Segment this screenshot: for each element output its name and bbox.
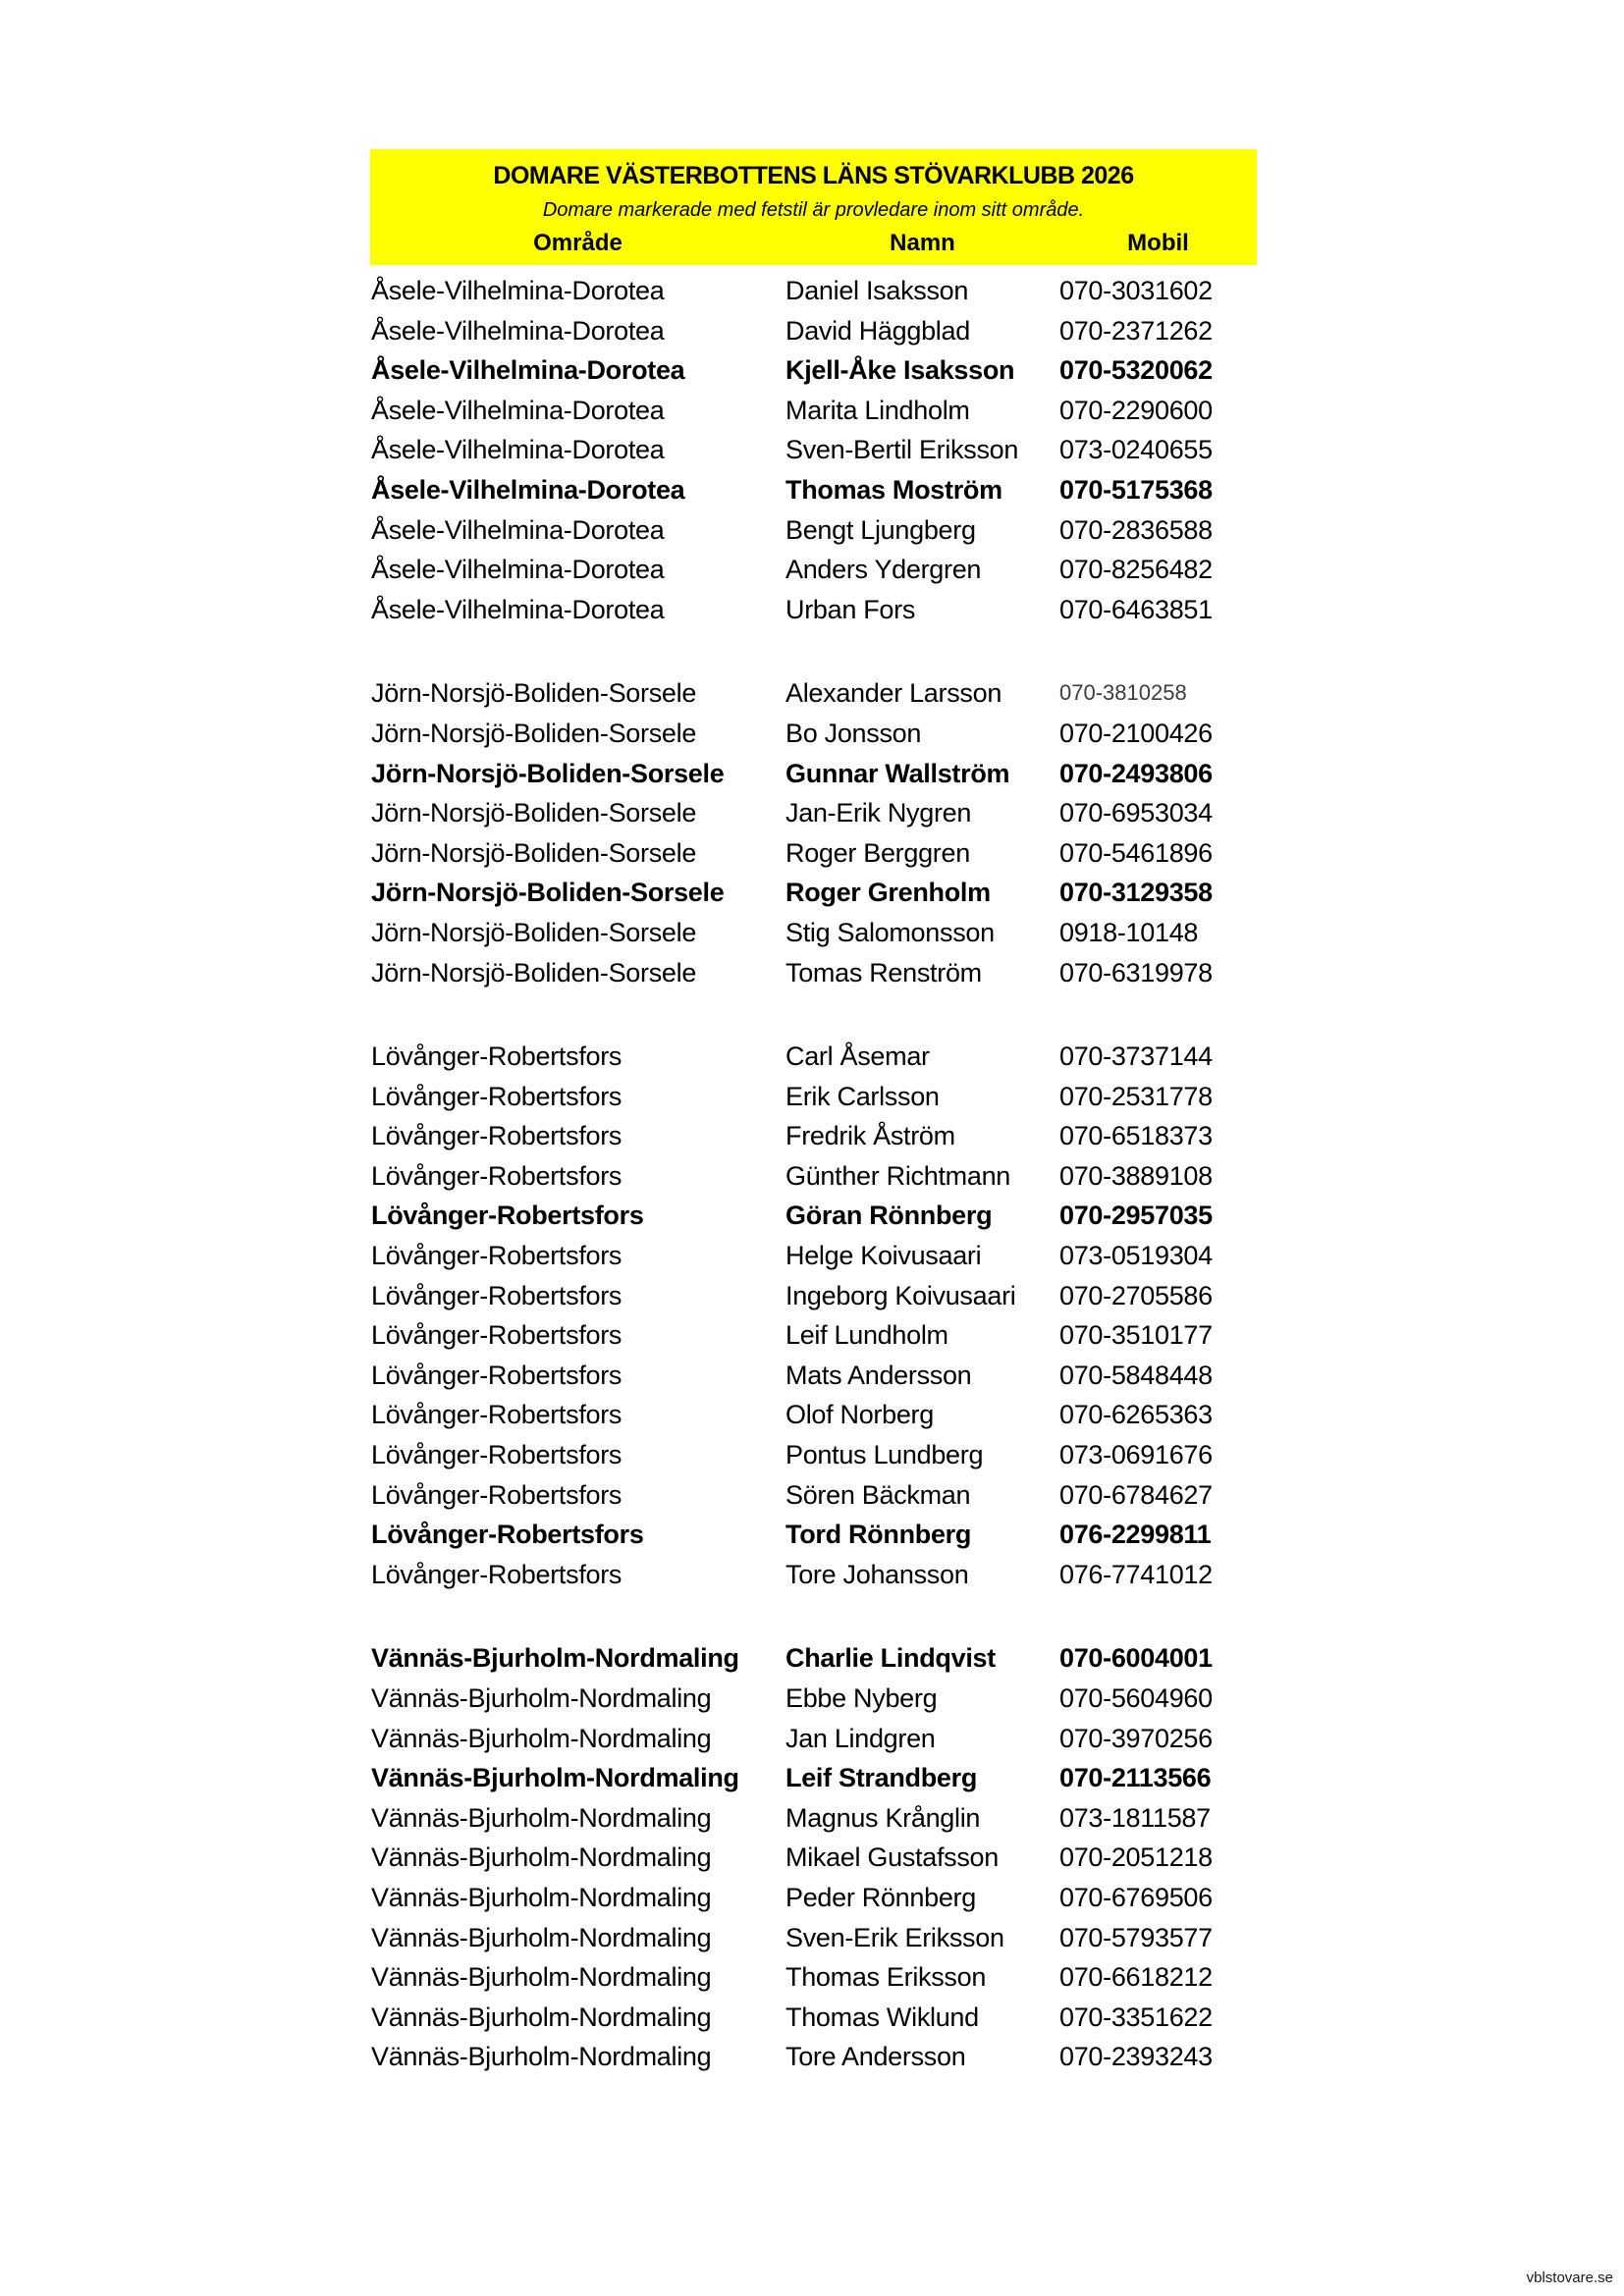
name-cell: Thomas Eriksson (785, 1962, 987, 1993)
area-cell: Lövånger-Robertsfors (371, 1160, 623, 1191)
area-cell: Åsele-Vilhelmina-Dorotea (371, 555, 665, 585)
name-cell: Thomas Wiklund (785, 2002, 979, 2032)
table-row (370, 1719, 1257, 1759)
name-cell: Alexander Larsson (785, 678, 1002, 709)
table-row (370, 590, 1257, 630)
phone-cell: 070-3889108 (1059, 1160, 1213, 1191)
phone-cell: 070-5320062 (1059, 355, 1213, 386)
table-row (370, 913, 1257, 953)
table-row (370, 1475, 1257, 1516)
table-row (370, 1679, 1257, 1719)
area-cell: Lövånger-Robertsfors (371, 1360, 623, 1390)
area-cell: Jörn-Norsjö-Boliden-Sorsele (371, 718, 697, 748)
column-header-mobil: Mobil (1127, 230, 1189, 256)
group-gap (370, 1594, 1257, 1638)
table-row (370, 1435, 1257, 1475)
name-cell: Günther Richtmann (785, 1160, 1011, 1191)
phone-cell: 070-3129358 (1059, 878, 1213, 908)
table-row (370, 1555, 1257, 1595)
table-row (370, 510, 1257, 551)
area-cell: Jörn-Norsjö-Boliden-Sorsele (371, 678, 697, 709)
phone-cell: 070-3737144 (1059, 1041, 1213, 1072)
table-row (370, 1638, 1257, 1679)
phone-cell: 070-5793577 (1059, 1922, 1213, 1952)
name-cell: Mikael Gustafsson (785, 1842, 999, 1873)
area-cell: Jörn-Norsjö-Boliden-Sorsele (371, 878, 725, 908)
table-row (370, 833, 1257, 874)
phone-cell: 076-7741012 (1059, 1559, 1213, 1589)
phone-cell: 070-6004001 (1059, 1643, 1213, 1674)
area-cell: Vännäs-Bjurholm-Nordmaling (371, 2002, 712, 2032)
phone-cell: 073-0519304 (1059, 1241, 1213, 1271)
table-header (370, 149, 1257, 265)
name-cell: Mats Andersson (785, 1360, 972, 1390)
table-row (370, 1156, 1257, 1197)
phone-cell: 073-0691676 (1059, 1440, 1213, 1470)
name-cell: Tomas Renström (785, 957, 982, 988)
phone-cell: 070-5175368 (1059, 474, 1213, 505)
area-cell: Lövånger-Robertsfors (371, 1400, 623, 1430)
area-cell: Åsele-Vilhelmina-Dorotea (371, 395, 665, 425)
area-cell: Åsele-Vilhelmina-Dorotea (371, 435, 665, 465)
name-cell: Tore Johansson (785, 1559, 969, 1589)
table-row (370, 754, 1257, 794)
phone-cell: 070-6518373 (1059, 1121, 1213, 1151)
page-subtitle: Domare markerade med fetstil är provledare inom sitt område. (542, 199, 1085, 221)
table-row (370, 1918, 1257, 1958)
phone-cell: 070-3510177 (1059, 1320, 1213, 1351)
name-cell: Jan Lindgren (785, 1723, 936, 1753)
area-cell: Vännäs-Bjurholm-Nordmaling (371, 1882, 712, 1912)
name-cell: Roger Grenholm (785, 878, 991, 908)
phone-cell: 070-6265363 (1059, 1400, 1213, 1430)
area-cell: Vännäs-Bjurholm-Nordmaling (371, 1802, 712, 1833)
name-cell: Leif Lundholm (785, 1320, 948, 1351)
phone-cell: 070-2371262 (1059, 315, 1213, 346)
phone-cell: 070-2705586 (1059, 1280, 1213, 1310)
area-cell: Lövånger-Robertsfors (371, 1121, 623, 1151)
table-row (370, 673, 1257, 714)
phone-cell: 070-2493806 (1059, 758, 1213, 788)
area-cell: Lövånger-Robertsfors (371, 1081, 623, 1111)
table-row (370, 550, 1257, 590)
phone-cell: 070-2836588 (1059, 514, 1213, 545)
name-cell: Ebbe Nyberg (785, 1683, 938, 1713)
area-cell: Jörn-Norsjö-Boliden-Sorsele (371, 837, 697, 868)
table-row (370, 1236, 1257, 1276)
area-cell: Vännäs-Bjurholm-Nordmaling (371, 1922, 712, 1952)
name-cell: Olof Norberg (785, 1400, 934, 1430)
name-cell: Peder Rönnberg (785, 1882, 976, 1912)
area-cell: Åsele-Vilhelmina-Dorotea (371, 474, 685, 505)
area-cell: Vännäs-Bjurholm-Nordmaling (371, 2042, 712, 2072)
name-cell: Göran Rönnberg (785, 1201, 993, 1231)
name-cell: Thomas Moström (785, 474, 1002, 505)
table-row (370, 1998, 1257, 2038)
phone-cell: 070-3970256 (1059, 1723, 1213, 1753)
table-row (370, 1878, 1257, 1918)
name-cell: Charlie Lindqvist (785, 1643, 996, 1674)
phone-cell: 070-6319978 (1059, 957, 1213, 988)
phone-cell: 070-2051218 (1059, 1842, 1213, 1873)
phone-cell: 070-6463851 (1059, 594, 1213, 624)
table-row (370, 1798, 1257, 1839)
area-cell: Lövånger-Robertsfors (371, 1201, 644, 1231)
name-cell: David Häggblad (785, 315, 970, 346)
table-row (370, 350, 1257, 391)
phone-cell: 070-3810258 (1059, 680, 1187, 706)
name-cell: Bo Jonsson (785, 718, 922, 748)
phone-cell: 070-6784627 (1059, 1479, 1213, 1510)
phone-cell: 070-5461896 (1059, 837, 1213, 868)
page-title: DOMARE VÄSTERBOTTENS LÄNS STÖVARKLUBB 2026 (493, 162, 1134, 189)
area-cell: Åsele-Vilhelmina-Dorotea (371, 355, 685, 386)
column-header-omrade: Område (533, 230, 623, 256)
name-cell: Jan-Erik Nygren (785, 798, 972, 828)
area-cell: Lövånger-Robertsfors (371, 1280, 623, 1310)
table-row (370, 793, 1257, 833)
name-cell: Erik Carlsson (785, 1081, 940, 1111)
table-row (370, 1395, 1257, 1435)
area-cell: Lövånger-Robertsfors (371, 1320, 623, 1351)
table-row (370, 311, 1257, 351)
table-row (370, 1957, 1257, 1998)
column-headers (370, 225, 1257, 262)
table-row (370, 1116, 1257, 1156)
table-row (370, 714, 1257, 754)
phone-cell: 076-2299811 (1059, 1520, 1212, 1550)
name-cell: Bengt Ljungberg (785, 514, 976, 545)
phone-cell: 070-6618212 (1059, 1962, 1213, 1993)
area-cell: Lövånger-Robertsfors (371, 1241, 623, 1271)
table-row (370, 1196, 1257, 1236)
phone-cell: 070-6953034 (1059, 798, 1213, 828)
area-cell: Jörn-Norsjö-Boliden-Sorsele (371, 798, 697, 828)
phone-cell: 073-0240655 (1059, 435, 1213, 465)
group-gap (370, 629, 1257, 673)
phone-cell: 070-2290600 (1059, 395, 1213, 425)
name-cell: Leif Strandberg (785, 1763, 978, 1793)
area-cell: Lövånger-Robertsfors (371, 1520, 644, 1550)
table-row (370, 873, 1257, 913)
phone-cell: 070-2100426 (1059, 718, 1213, 748)
name-cell: Tore Andersson (785, 2042, 966, 2072)
area-cell: Vännäs-Bjurholm-Nordmaling (371, 1643, 739, 1674)
name-cell: Sören Bäckman (785, 1479, 971, 1510)
area-cell: Vännäs-Bjurholm-Nordmaling (371, 1842, 712, 1873)
phone-cell: 070-2393243 (1059, 2042, 1213, 2072)
area-cell: Åsele-Vilhelmina-Dorotea (371, 276, 665, 305)
group-gap (370, 992, 1257, 1037)
area-cell: Vännäs-Bjurholm-Nordmaling (371, 1723, 712, 1753)
area-cell: Jörn-Norsjö-Boliden-Sorsele (371, 758, 725, 788)
table-row (370, 470, 1257, 510)
table-row (370, 1077, 1257, 1117)
name-cell: Daniel Isaksson (785, 276, 969, 305)
name-cell: Helge Koivusaari (785, 1241, 982, 1271)
area-cell: Jörn-Norsjö-Boliden-Sorsele (371, 917, 697, 947)
table-row (370, 1356, 1257, 1396)
table-row (370, 391, 1257, 431)
name-cell: Marita Lindholm (785, 395, 970, 425)
table-row (370, 1037, 1257, 1077)
phone-cell: 070-6769506 (1059, 1882, 1213, 1912)
area-cell: Vännäs-Bjurholm-Nordmaling (371, 1683, 712, 1713)
name-cell: Roger Berggren (785, 837, 970, 868)
name-cell: Urban Fors (785, 594, 916, 624)
table-row (370, 1315, 1257, 1356)
area-cell: Lövånger-Robertsfors (371, 1041, 623, 1072)
area-cell: Vännäs-Bjurholm-Nordmaling (371, 1962, 712, 1993)
watermark: vblstovare.se (1526, 2269, 1613, 2286)
name-cell: Kjell-Åke Isaksson (785, 355, 1015, 386)
table-row (370, 430, 1257, 470)
phone-cell: 070-2113566 (1059, 1763, 1212, 1793)
phone-cell: 0918-10148 (1059, 917, 1199, 947)
area-cell: Vännäs-Bjurholm-Nordmaling (371, 1763, 739, 1793)
area-cell: Åsele-Vilhelmina-Dorotea (371, 594, 665, 624)
phone-cell: 070-5604960 (1059, 1683, 1213, 1713)
area-cell: Lövånger-Robertsfors (371, 1479, 623, 1510)
area-cell: Åsele-Vilhelmina-Dorotea (371, 514, 665, 545)
phone-cell: 070-5848448 (1059, 1360, 1213, 1390)
name-cell: Fredrik Åström (785, 1121, 955, 1151)
name-cell: Anders Ydergren (785, 555, 982, 585)
table-row (370, 953, 1257, 993)
phone-cell: 070-8256482 (1059, 555, 1213, 585)
table-row (370, 1838, 1257, 1878)
table-row (370, 1276, 1257, 1316)
table-row (370, 1515, 1257, 1555)
name-cell: Sven-Erik Eriksson (785, 1922, 1004, 1952)
name-cell: Sven-Bertil Eriksson (785, 435, 1019, 465)
phone-cell: 070-2531778 (1059, 1081, 1213, 1111)
area-cell: Jörn-Norsjö-Boliden-Sorsele (371, 957, 697, 988)
name-cell: Pontus Lundberg (785, 1440, 984, 1470)
column-header-namn: Namn (890, 230, 955, 256)
table-row (370, 2037, 1257, 2077)
area-cell: Lövånger-Robertsfors (371, 1559, 623, 1589)
name-cell: Tord Rönnberg (785, 1520, 972, 1550)
name-cell: Ingeborg Koivusaari (785, 1280, 1016, 1310)
name-cell: Magnus Krånglin (785, 1802, 981, 1833)
table-body (370, 271, 1257, 2077)
phone-cell: 073-1811587 (1059, 1802, 1211, 1833)
table-row (370, 1758, 1257, 1798)
phone-cell: 070-3031602 (1059, 276, 1213, 305)
table-row (370, 271, 1257, 311)
name-cell: Stig Salomonsson (785, 917, 995, 947)
name-cell: Gunnar Wallström (785, 758, 1010, 788)
name-cell: Carl Åsemar (785, 1041, 930, 1072)
area-cell: Lövånger-Robertsfors (371, 1440, 623, 1470)
phone-cell: 070-3351622 (1059, 2002, 1213, 2032)
area-cell: Åsele-Vilhelmina-Dorotea (371, 315, 665, 346)
phone-cell: 070-2957035 (1059, 1201, 1213, 1231)
judges-table (370, 149, 1257, 2077)
